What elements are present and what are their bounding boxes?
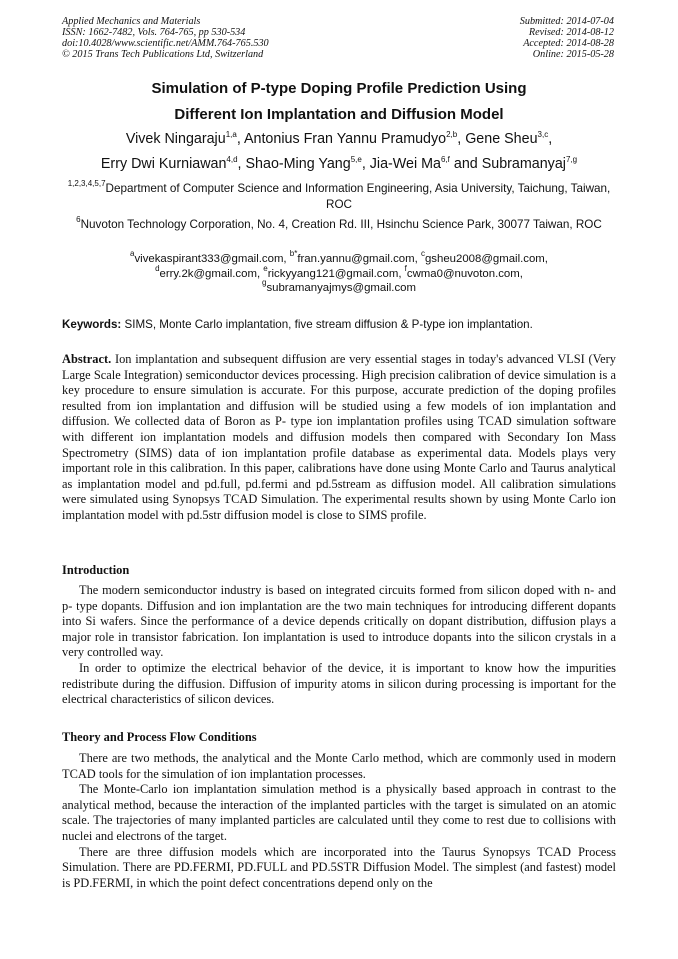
affiliation-text: Department of Computer Science and Information Engineering, Asia University, Taichung, Taiwan, ROC bbox=[105, 182, 611, 211]
paragraph: The Monte-Carlo ion implantation simulation method is a physically based approach in contrast to the analytical method, because the interaction of the implanted particles with the target is simulated on an atomic scale. The trajectories of many implanted particles are calculated until they come to rest due to collisions with nuclei and electrons of the target. bbox=[62, 782, 616, 843]
keywords-label: Keywords: bbox=[62, 318, 122, 331]
author-sep: , bbox=[237, 156, 246, 172]
accepted-date: Accepted: 2014-08-28 bbox=[523, 38, 614, 49]
section-heading-theory: Theory and Process Flow Conditions bbox=[62, 730, 257, 744]
introduction-body bbox=[62, 583, 616, 708]
email-sup: d bbox=[155, 263, 160, 273]
author-name: Gene Sheu bbox=[465, 131, 538, 147]
keywords bbox=[62, 318, 618, 331]
author-sup: 7,g bbox=[565, 155, 578, 164]
authors-line-2 bbox=[50, 152, 628, 177]
email-sup: b* bbox=[289, 249, 298, 258]
email-address[interactable]: gsheu2008@gmail.com, bbox=[424, 253, 548, 265]
email-address[interactable]: rickyyang121@gmail.com, bbox=[267, 267, 405, 280]
author-sup: 1,a bbox=[225, 130, 237, 139]
author-emails bbox=[80, 249, 598, 296]
email-sup: c bbox=[420, 249, 425, 258]
email-address[interactable]: vivekaspirant333@gmail.com, bbox=[134, 253, 290, 265]
author-name: Antonius Fran Yannu Pramudyo bbox=[243, 131, 447, 147]
email-address[interactable]: cwma0@nuvoton.com, bbox=[406, 267, 523, 280]
email-address[interactable]: erry.2k@gmail.com, bbox=[159, 267, 264, 280]
paragraph: In order to optimize the electrical behavior of the device, it is important to know how the impurities redistribute during the diffusion. Diffusion of impurity atoms in silicon during processing is important for the electrical characteristics of silicon devices. bbox=[62, 660, 616, 707]
abstract-label: Abstract. bbox=[62, 352, 112, 366]
email-sup: e bbox=[263, 263, 268, 273]
paragraph: The modern semiconductor industry is based on integrated circuits formed from silicon doped with n- and p- type dopants. Diffusion and ion implantation are the two main techniques for introducing different dopants into Si wafers. Since the performance of a device depends critically on dopant distribution, diffusion plays a major role in transistor fabrication. Ion implantation is used to introduce dopants into the silicon crystals in a very controlled way. bbox=[62, 583, 616, 660]
affiliation-text: Nuvoton Technology Corporation, No. 4, Creation Rd. III, Hsinchu Science Park, 30077 Taiwan, ROC bbox=[80, 218, 602, 231]
author-name: Subramanyaj bbox=[481, 156, 566, 172]
affiliation-2 bbox=[60, 217, 618, 233]
affiliation-sup: 6 bbox=[76, 215, 81, 224]
email-address[interactable]: subramanyajmys@gmail.com bbox=[266, 282, 416, 294]
author-sep: , bbox=[548, 131, 553, 147]
email-sup: a bbox=[130, 249, 135, 258]
author-sep: and bbox=[449, 156, 482, 172]
online-date: Online: 2015-05-28 bbox=[532, 49, 614, 60]
author-sep: , bbox=[236, 131, 244, 147]
abstract bbox=[62, 352, 616, 524]
author-sup: 5,e bbox=[350, 155, 362, 164]
author-name: Vivek Ningaraju bbox=[125, 131, 226, 147]
author-sep: , bbox=[361, 156, 370, 172]
author-sup: 2,b bbox=[446, 130, 458, 139]
journal-name: Applied Mechanics and Materials bbox=[62, 16, 201, 27]
doi-line: doi:10.4028/www.scientific.net/AMM.764-765.530 bbox=[62, 38, 269, 49]
email-sup: f bbox=[404, 263, 407, 273]
authors-line-1 bbox=[50, 127, 628, 152]
journal-header-right bbox=[520, 16, 614, 60]
author-name: Shao-Ming Yang bbox=[245, 156, 351, 172]
email-line-2 bbox=[80, 263, 598, 282]
paper-title-line-2: Different Ion Implantation and Diffusion Model bbox=[174, 106, 504, 123]
paper-title-line-1: Simulation of P-type Doping Profile Prediction Using bbox=[151, 80, 527, 97]
keywords-text: SIMS, Monte Carlo implantation, five stream diffusion & P-type ion implantation. bbox=[121, 318, 533, 331]
author-name: Erry Dwi Kurniawan bbox=[100, 156, 227, 172]
copyright-line: © 2015 Trans Tech Publications Ltd, Switzerland bbox=[62, 49, 264, 60]
revised-date: Revised: 2014-08-12 bbox=[528, 27, 614, 38]
email-address[interactable]: fran.yannu@gmail.com, bbox=[297, 253, 421, 265]
author-sup: 3,c bbox=[537, 130, 549, 139]
section-heading-introduction: Introduction bbox=[62, 563, 130, 577]
author-sep: , bbox=[457, 131, 466, 147]
author-name: Jia-Wei Ma bbox=[369, 156, 441, 172]
affiliation-sup: 1,2,3,4,5,7 bbox=[67, 179, 106, 188]
abstract-text: Ion implantation and subsequent diffusion are very essential stages in today's advanced VLSI (Very Large Scale Integration) semiconductor devices processing. High precision calibration of device simulation is a key procedure to ensure simulation is accurate. For this purpose, accurate prediction of the doping profiles resulted from ion implantation and diffusion will be studied using a few models of ion implantation and diffusion. We collected data of Boron as P- type ion implantation profiles using TCAD simulation software with different ion implantation models and diffusion models then compared with Secondary Ion Mass Spectrometry (SIMS) data of ion implantation profile database as experimental data. Models plays very important role in this calibration. In this paper, calibrations have done using Monte Carlo and Taurus analytical as implantation model and pd.full, pd.fermi and pd.5stream as diffusion model. All calibration simulations were simulated using Synopsys TCAD Simulation. The experimental results shown by using Monte Carlo ion implantation model with pd.5str diffusion model is close to SIMS profile. bbox=[62, 352, 616, 522]
email-line-3 bbox=[80, 278, 598, 296]
issn-line: ISSN: 1662-7482, Vols. 764-765, pp 530-534 bbox=[62, 27, 246, 38]
paragraph: There are three diffusion models which are incorporated into the Taurus Synopsys TCAD Process Simulation. There are PD.FERMI, PD.FULL and PD.5STR Diffusion Model. The simplest (and fastest) model is PD.FERMI, in which the point defect concentrations depend only on the bbox=[62, 844, 616, 890]
journal-header-left bbox=[62, 16, 269, 60]
theory-body bbox=[62, 751, 616, 891]
affiliation-1 bbox=[60, 181, 618, 212]
author-sup: 6,f bbox=[441, 155, 450, 164]
submitted-date: Submitted: 2014-07-04 bbox=[519, 16, 614, 27]
author-sup: 4,d bbox=[226, 155, 238, 164]
paragraph: There are two methods, the analytical and the Monte Carlo method, which are commonly used in modern TCAD tools for the simulation of ion implantation processes. bbox=[62, 751, 616, 781]
email-sup: g bbox=[261, 278, 267, 287]
